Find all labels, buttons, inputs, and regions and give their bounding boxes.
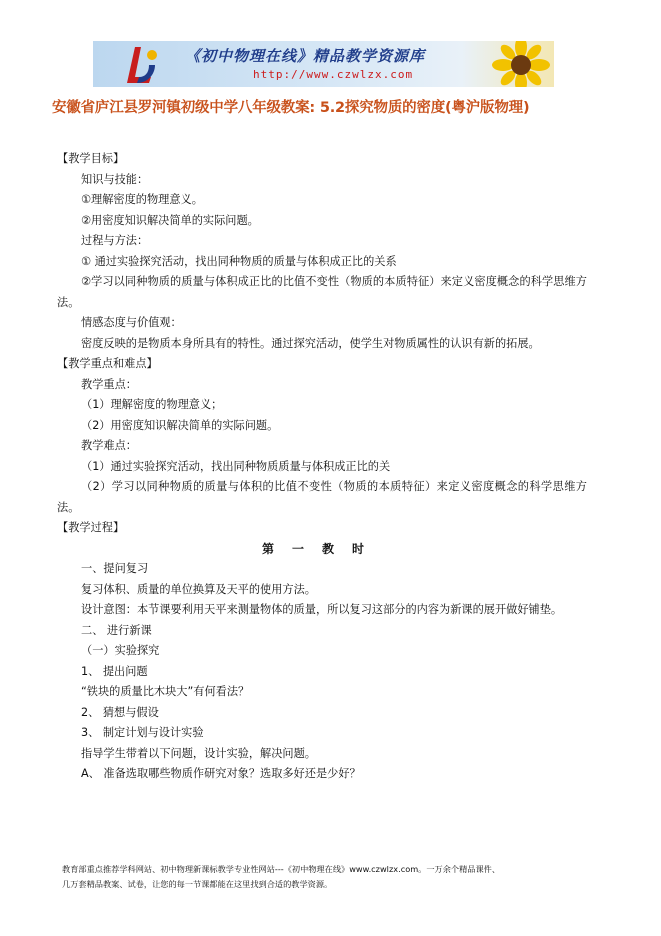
site-logo-icon — [121, 43, 161, 85]
text-line: 【教学目标】 — [57, 152, 125, 165]
text-line: 情感态度与价值观： — [81, 316, 182, 329]
text-line: 教学重点： — [81, 377, 137, 391]
text-line: “铁块的质量比木块大”有何看法？ — [81, 685, 250, 698]
page-footer — [62, 862, 602, 892]
banner-title: 《初中物理在线》精品教学资源库 — [185, 47, 426, 65]
text-line: 过程与方法： — [81, 234, 149, 247]
text-line: 二、 进行新课 — [81, 623, 152, 637]
text-line: （2）学习以同种物质的质量与体积的比值不变性（物质的本质特征）来定义密度概念的科学思维方法。 — [57, 480, 587, 514]
text-line: （一）实验探究 — [81, 644, 160, 657]
text-line: A、 准备选取哪些物质作研究对象？选取多好还是少好？ — [81, 767, 361, 780]
text-line: ②学习以同种物质的质量与体积成正比的比值不变性（物质的本质特征）来定义密度概念的科学思维方法。 — [57, 275, 587, 309]
text-line: 第一教时 — [261, 541, 382, 556]
footer-line-2: 几万套精品教案、试卷，让您的每一节课都能在这里找到合适的教学资源。 — [62, 879, 333, 889]
banner-url[interactable]: http://www.czwlzx.com — [253, 68, 414, 81]
text-line: ① 通过实验探究活动，找出同种物质的质量与体积成正比的关系 — [81, 254, 397, 268]
header-banner — [93, 41, 554, 87]
text-line: 3、 制定计划与设计实验 — [81, 726, 204, 739]
text-line: 1、 提出问题 — [81, 664, 148, 678]
sunflower-icon — [492, 41, 550, 87]
text-line: （1）理解密度的物理意义； — [81, 398, 223, 411]
footer-line-1: 教育部重点推荐学科网站、初中物理新课标教学专业性网站---《初中物理在线》www.czwlzx.com。一万余个精品课件、 — [62, 864, 501, 874]
text-line: 【教学过程】 — [57, 521, 125, 534]
text-line: （2）用密度知识解决简单的实际问题。 — [81, 418, 279, 432]
text-line: 2、 猜想与假设 — [81, 705, 159, 719]
text-line: 复习体积、质量的单位换算及天平的使用方法。 — [81, 582, 316, 596]
text-line: 指导学生带着以下问题，设计实验，解决问题。 — [81, 746, 316, 760]
text-line: 设计意图：本节课要利用天平来测量物体的质量，所以复习这部分的内容为新课的展开做好铺垫。 — [81, 603, 563, 616]
text-line: 【教学重点和难点】 — [57, 357, 158, 370]
lesson-plan-body — [57, 149, 587, 785]
text-line: 知识与技能： — [81, 172, 149, 186]
document-title: 安徽省庐江县罗河镇初级中学八年级教案: 5.2探究物质的密度(粤沪版物理) — [52, 100, 530, 116]
text-line: 教学难点： — [81, 439, 137, 452]
text-line: 一、提问复习 — [81, 562, 149, 575]
text-line: ①理解密度的物理意义。 — [81, 193, 203, 206]
text-line: ②用密度知识解决简单的实际问题。 — [81, 213, 259, 227]
text-line: （1）通过实验探究活动，找出同种物质质量与体积成正比的关 — [81, 459, 391, 473]
text-line: 密度反映的是物质本身所具有的特性。通过探究活动，使学生对物质属性的认识有新的拓展。 — [81, 336, 540, 350]
